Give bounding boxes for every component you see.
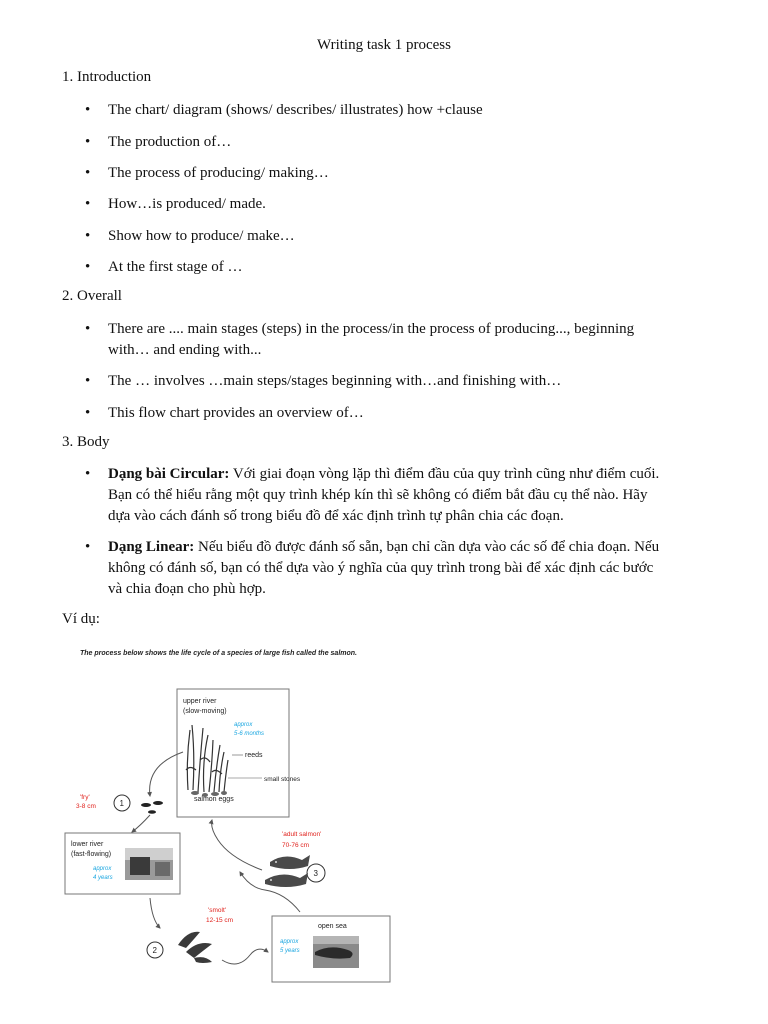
lower-river-duration: 4 years xyxy=(93,875,113,881)
arrow-adult-to-upper xyxy=(212,820,262,870)
stage-3-number: 3 xyxy=(313,869,318,878)
open-sea-photo xyxy=(313,936,359,968)
adult-salmon-size: 70-76 cm xyxy=(282,842,310,849)
stage-1-number: 1 xyxy=(119,799,124,808)
adult-salmon-illustration xyxy=(265,855,310,887)
lower-river-photo xyxy=(125,848,173,880)
salmon-eggs-label: salmon eggs xyxy=(194,796,234,803)
lower-river-label: lower river xyxy=(71,841,104,848)
salmon-life-cycle-diagram xyxy=(0,640,768,1024)
lower-river-approx: approx xyxy=(93,866,112,872)
heading-overall: 2. Overall xyxy=(62,288,122,304)
smolt-fish-illustration xyxy=(178,932,212,963)
smolt-size: 12-15 cm xyxy=(206,917,234,924)
page-title: Writing task 1 process xyxy=(317,37,451,53)
fry-size: 3-8 cm xyxy=(76,803,96,810)
adult-salmon-name: 'adult salmon' xyxy=(282,831,322,838)
fry-fish-illustration xyxy=(141,801,163,814)
upper-river-label: upper river xyxy=(183,698,217,705)
figure-caption: The process below shows the life cycle of a species of large fish called the salmon. xyxy=(80,650,357,657)
fry-name: 'fry' xyxy=(80,794,90,801)
lower-river-sublabel: (fast-flowing) xyxy=(71,851,112,858)
open-sea-duration: 5 years xyxy=(280,948,300,954)
example-label: Ví dụ: xyxy=(62,611,100,627)
reeds-label: reeds xyxy=(245,752,263,759)
arrow-smolt-to-sea xyxy=(222,949,268,964)
arrow-lower-to-smolt xyxy=(150,898,160,928)
upper-river-duration: 5-6 months xyxy=(234,731,265,737)
open-sea-label: open sea xyxy=(318,923,347,930)
small-stones-label: small stones xyxy=(264,776,301,783)
heading-introduction: 1. Introduction xyxy=(62,69,152,85)
upper-river-sublabel: (slow-moving) xyxy=(183,708,227,715)
heading-body: 3. Body xyxy=(62,434,110,450)
upper-river-approx: approx xyxy=(234,722,253,728)
arrow-fry-to-lower xyxy=(132,815,150,832)
smolt-name: 'smolt' xyxy=(208,907,227,914)
stage-2-number: 2 xyxy=(152,946,157,955)
open-sea-approx: approx xyxy=(280,939,299,945)
